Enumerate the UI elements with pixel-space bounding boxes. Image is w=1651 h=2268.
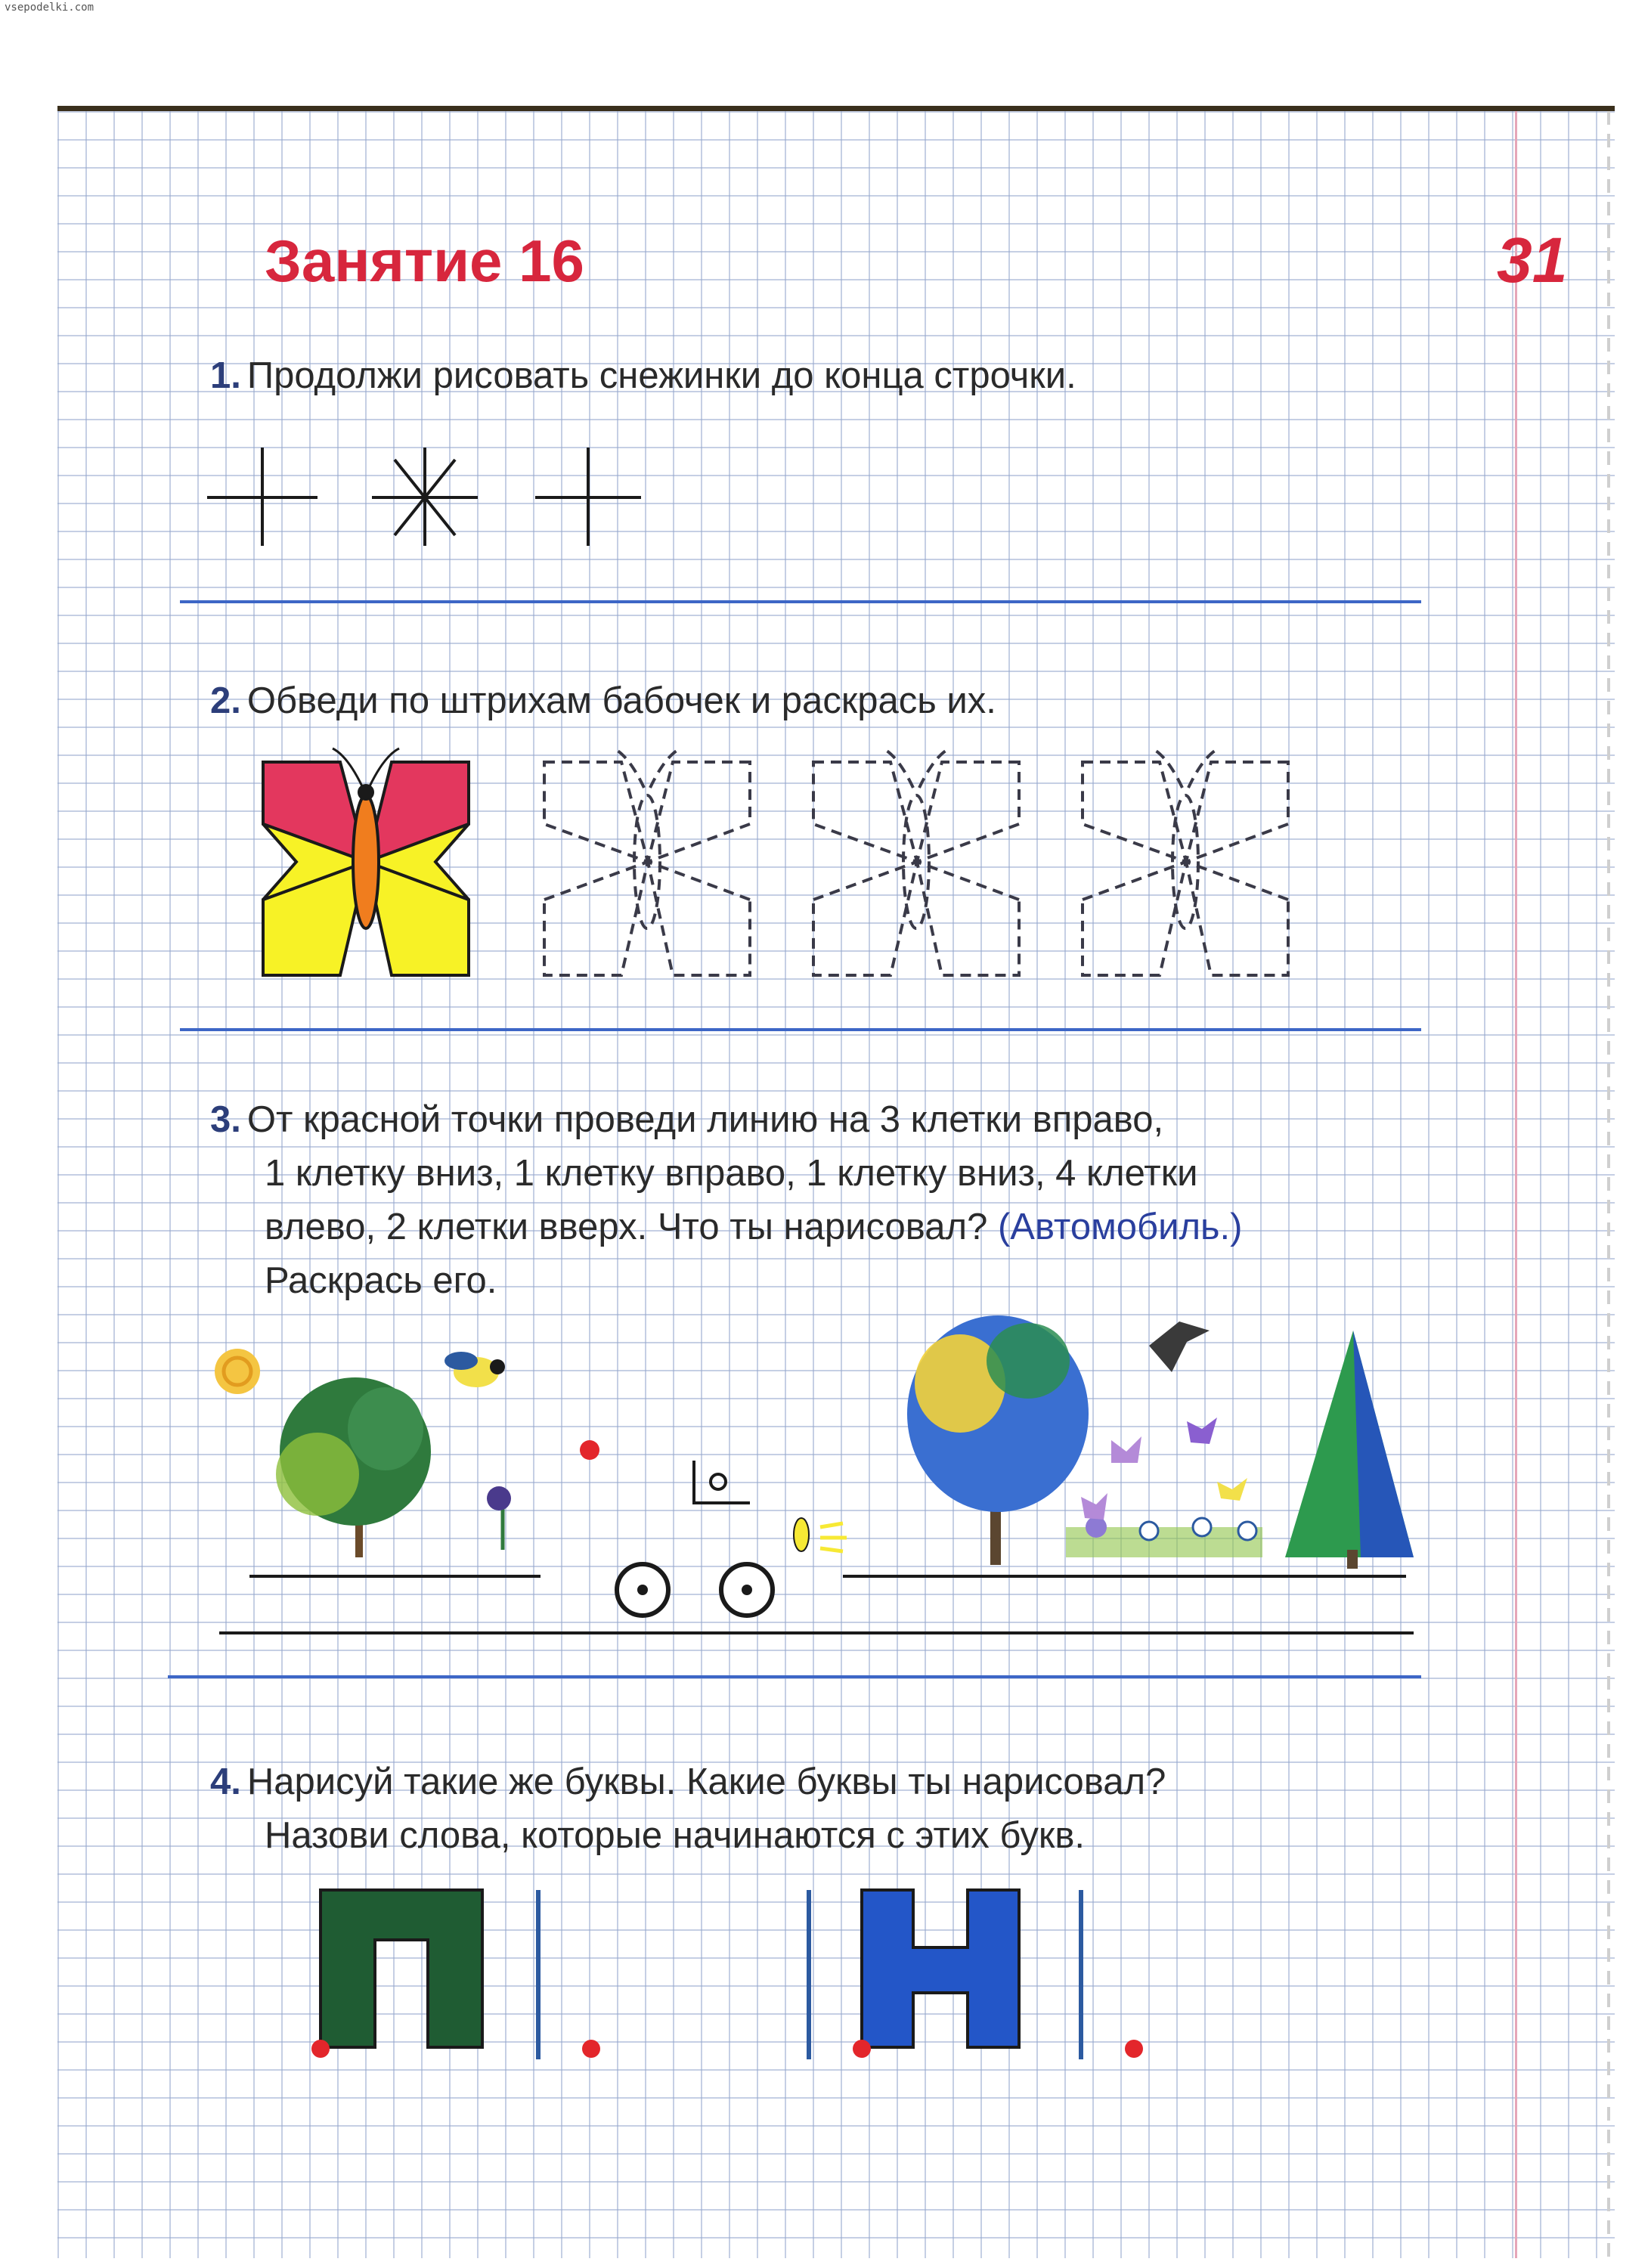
car-wheel-icon (721, 1564, 773, 1616)
red-dot (311, 2040, 330, 2058)
task-2-number: 2. (210, 680, 241, 721)
letter-pe-icon (321, 1890, 482, 2047)
lesson-title: Занятие 16 (265, 228, 584, 294)
tree-icon (276, 1377, 431, 1557)
flower-icon (1066, 1517, 1262, 1557)
task-3-line-3: влево, 2 клетки вверх. Что ты нарисовал? (265, 1207, 988, 1247)
butterfly-outline-1 (544, 748, 750, 975)
red-dot (1125, 2040, 1143, 2058)
sun-icon (215, 1349, 260, 1394)
car-hint (694, 1461, 750, 1503)
task-3 (210, 1093, 1243, 1308)
task-1 (210, 349, 1076, 403)
task-3-line-2: 1 клетку вниз, 1 клетку вправо, 1 клетку вниз, 4 клетки (265, 1153, 1198, 1194)
start-dot (580, 1440, 599, 1460)
task-2-text: Обведи по штрихам бабочек и раскрась их. (246, 680, 996, 721)
snowflake-icon (372, 448, 478, 546)
butterfly-row (257, 741, 1300, 983)
separator-1 (180, 600, 1421, 603)
task-4-line-2: Назови слова, которые начинаются с этих букв. (265, 1815, 1085, 1856)
task-1-number: 1. (210, 355, 241, 396)
task-2 (210, 674, 996, 728)
task-4-line-1: Нарисуй такие же буквы. Какие буквы ты нарисовал? (246, 1761, 1166, 1802)
headlight-icon (794, 1518, 847, 1551)
site-watermark: vsepodelki.com (5, 2, 94, 14)
red-dot (582, 2040, 600, 2058)
snowflake-icon (207, 448, 318, 546)
butterfly-icon (1081, 1418, 1247, 1520)
task-4 (210, 1755, 1166, 1863)
page-edge (1607, 111, 1610, 2258)
task-4-number: 4. (210, 1761, 241, 1802)
letter-en-icon (862, 1890, 1019, 2047)
flower-icon (487, 1486, 511, 1550)
snowflake-row (204, 438, 658, 559)
ground-lines (219, 1576, 1414, 1633)
bird-icon (1149, 1321, 1210, 1372)
page-number: 31 (1497, 225, 1568, 296)
car-wheel-icon (617, 1564, 668, 1616)
task-3-answer: (Автомобиль.) (997, 1207, 1243, 1247)
snowflake-icon (535, 448, 641, 546)
butterfly-outline-2 (813, 748, 1019, 975)
task-3-line-1: От красной точки проведи линию на 3 клетки вправо, (246, 1099, 1164, 1140)
tree-icon (1285, 1331, 1414, 1569)
letters-row (302, 1875, 1194, 2087)
task-3-line-4: Раскрась его. (265, 1260, 497, 1301)
task-1-text: Продолжи рисовать снежинки до конца строчки. (246, 355, 1076, 396)
butterfly-outline-3 (1083, 748, 1288, 975)
bird-icon (444, 1352, 505, 1387)
separator-2 (180, 1028, 1421, 1031)
task-3-number: 3. (210, 1099, 241, 1140)
butterfly-icon (263, 748, 469, 975)
margin-line (1515, 111, 1517, 2258)
separator-3 (168, 1675, 1421, 1678)
tree-icon (907, 1315, 1089, 1565)
landscape-scene (204, 1300, 1429, 1648)
red-dot (853, 2040, 871, 2058)
